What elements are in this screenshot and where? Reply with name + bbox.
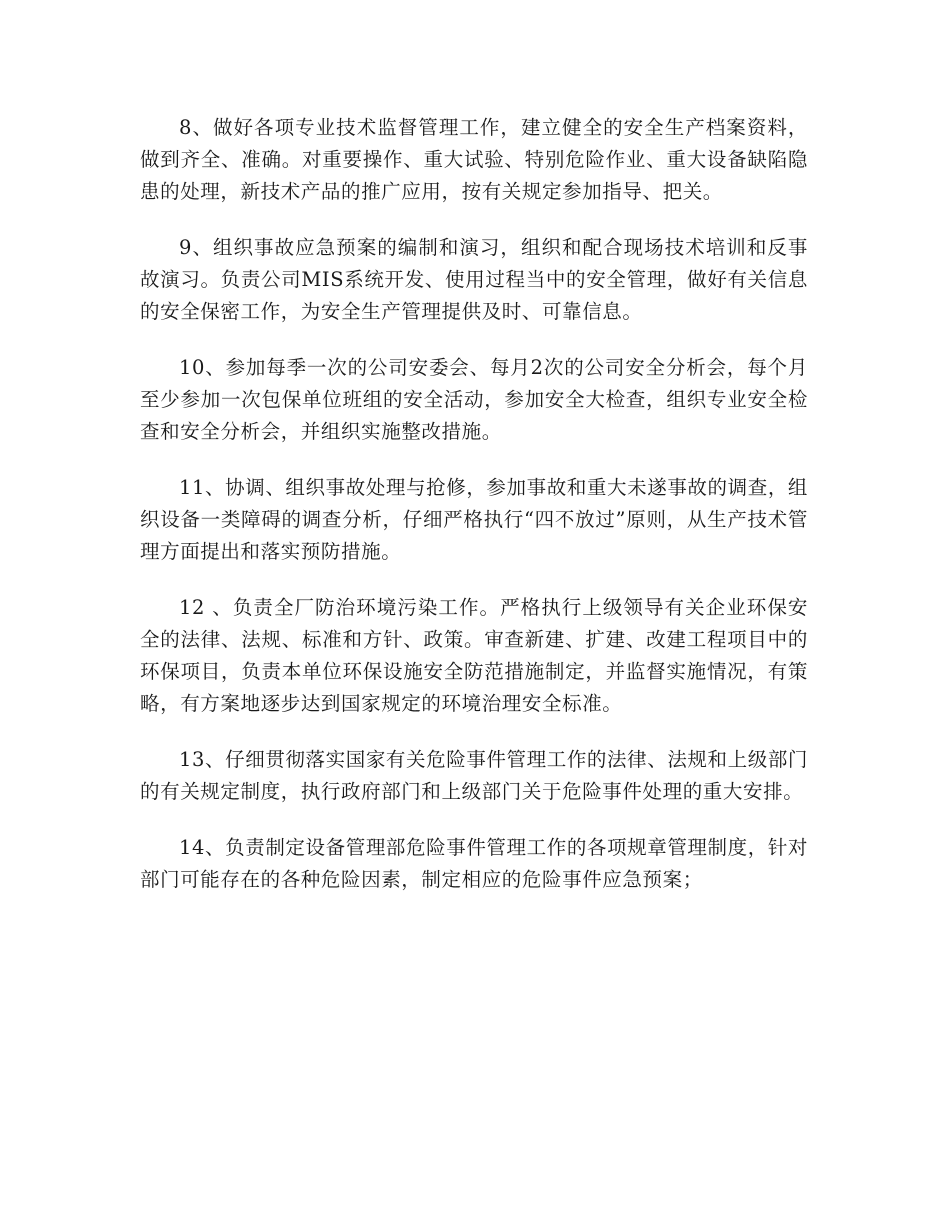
paragraph-8: 8、做好各项专业技术监督管理工作，建立健全的安全生产档案资料，做到齐全、准确。对重要操作、重大试验、特别危险作业、重大设备缺陷隐患的处理，新技术产品的推广应用，按有关规定参加指导、把关。: [140, 116, 808, 203]
paragraph-12: 12 、负责全厂防治环境污染工作。严格执行上级领导有关企业环保安全的法律、法规、标准和方针、政策。审查新建、扩建、改建工程项目中的环保项目，负责本单位环保设施安全防范措施制定，并监督实施情况，有策略，有方案地逐步达到国家规定的环境治理安全标准。: [140, 596, 808, 715]
paragraph-9: 9、组织事故应急预案的编制和演习，组织和配合现场技术培训和反事故演习。负责公司MIS系统开发、使用过程当中的安全管理，做好有关信息的安全保密工作，为安全生产管理提供及时、可靠信息。: [140, 236, 808, 323]
paragraph-14: 14、负责制定设备管理部危险事件管理工作的各项规章管理制度，针对部门可能存在的各种危险因素，制定相应的危险事件应急预案；: [140, 836, 809, 891]
paragraph-11: 11、协调、组织事故处理与抢修，参加事故和重大未遂事故的调查，组织设备一类障碍的调查分析，仔细严格执行“四不放过”原则，从生产技术管理方面提出和落实预防措施。: [140, 476, 809, 563]
paragraph-10: 10、参加每季一次的公司安委会、每月2次的公司安全分析会，每个月至少参加一次包保单位班组的安全活动，参加安全大检查，组织专业安全检查和安全分析会，并组织实施整改措施。: [140, 356, 808, 443]
paragraph-13: 13、仔细贯彻落实国家有关危险事件管理工作的法律、法规和上级部门的有关规定制度，执行政府部门和上级部门关于危险事件处理的重大安排。: [140, 748, 809, 803]
document-body: [140, 112, 808, 920]
